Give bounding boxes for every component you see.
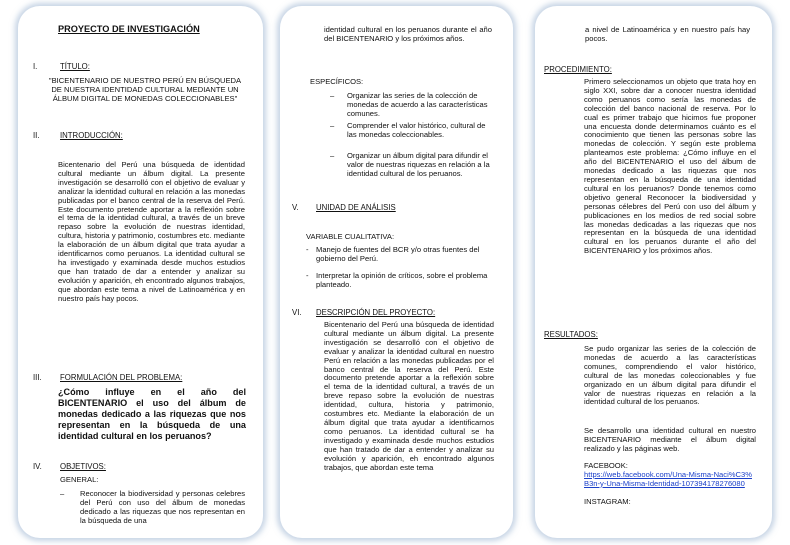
section-number: I. [33,62,38,71]
descripcion-text: Bicentenario del Perú una búsqueda de identidad cultural mediante un álbum digital. La presente investigación se desarrolló con el objetivo de evaluar y analizar la identidad cultural en nuestro Perú en relación a las monedas publicadas por el banco central de la reserva del Perú. Este documento pretende aportar a la reflexión sobre el tema de la identidad cultural, a través de un breve repaso sobre la evolución de nuestras identidad, cultura, historia y patrimonio, costumbres etc. Mediante la elaboración de un álbum digital que trata ayudar a identificarnos como peruanos. La identidad cultural se ha investigado y examinada desde muchos estudios que han tratado de dar a entender y analizar su evolución y aparición, eh encontrado algunos trabajos, que abordan este tema [324,320,494,472]
bullet-marker: - [306,245,309,254]
facebook-label: FACEBOOK: [584,461,628,470]
section-title-unidad: UNIDAD DE ANÁLISIS [316,203,396,212]
variable-item-text: Manejo de fuentes del BCR y/o otras fuentes del gobierno del Perú. [316,245,480,263]
document-title: PROYECTO DE INVESTIGACIÓN [58,24,200,34]
section-number: VI. [292,308,302,317]
especifico-text: Organizar un álbum digital para difundir el valor de nuestras riquezas en relación a la identidad cultural de los peruanos. [347,151,490,178]
section-number: III. [33,373,42,382]
especifico-text: Organizar las series de la colección de monedas de acuerdo a las características comunes. [347,91,488,118]
bullet-marker: - [306,271,309,280]
dash-marker: – [330,91,335,100]
section-number: IV. [33,462,42,471]
variable-label: VARIABLE CUALITATIVA: [306,232,395,241]
section-title-objetivos: OBJETIVOS: [60,462,106,471]
page-column-1 [18,6,263,538]
general-objective-text: Reconocer la biodiversidad y personas celebres del Perú con uso del álbum de monedas dedicado a las riquezas que nos representan en la búsqueda de una [80,489,245,525]
especifico-text: Comprender el valor histórico, cultural de las monedas coleccionables. [347,121,486,139]
titulo-text: "BICENTENARIO DE NUESTRO PERÚ EN BÚSQUEDA DE NUESTRA IDENTIDAD CULTURAL MEDIANTE UN ÁLBUM DIGITAL DE MONEDAS COLECCIONABLES" [48,76,242,103]
dash-marker: – [60,489,65,498]
problema-text: ¿Cómo influye en el año del BICENTENARIO el uso del álbum de monedas dedicado a las riquezas que nos representan en la búsqueda de una identidad cultural en los peruanos? [58,387,246,441]
objetivo-general-continuation: identidad cultural en los peruanos durante el año del BICENTENARIO y los próximos años. [324,25,492,43]
introduccion-text: Bicentenario del Perú una búsqueda de identidad cultural mediante un álbum digital. La presente investigación se desarrolló con el objetivo de evaluar y analizar la identidad cultural en relación a las monedas publicadas por el banco central de la reserva del Perú. Este documento pretende aportar a la reflexión sobre el tema de la identidad cultural, a través de un breve repaso sobre la evolución de nuestras identidad, cultura, historia y patrimonio, costumbres etc. mediante la elaboración de un álbum digital que trata ayudar a identificarnos como peruanos. La identidad cultural se ha investigado y examinada desde muchos estudios que han tratado de dar a entender y analizar su evolución y aparición, eh encontrado algunos trabajos, que abordan este tema a nivel de Latinoamérica y en nuestro país hay pocos. [58,160,245,303]
resultados-text: Se pudo organizar las series de la colección de monedas de acuerdo a las características comunes, comprendiendo el valor histórico, cultural de las monedas coleccionables y fue organizado en un álbum digital para difundir el valor de nuestras riquezas en relación a la identidad cultural de los peruanos. [584,344,756,407]
facebook-link[interactable]: https://web.facebook.com/Una-Misma-Naci%C3%B3n-y-Una-Misma-Identidad-107394178276080 [584,470,752,488]
procedimiento-text: Primero seleccionamos un objeto que trata hoy en siglo XXI, sobre dar a conocer nuestra identidad como peruanos como sería las monedas de colección del banco nacional de reserva. Por lo cual es primer trabajo que hicimos fue proponer una encuesta donde determinamos cuánto es el conocimiento que tienen las personas sobre las monedas de colección. Y según este problema planteamos este problema: ¿Cómo influye en el año del BICENTENARIO el uso del álbum de monedas dedicado a las riquezas que nos representan en la búsqueda de una identidad cultural en los peruanos? Donde tenemos como objetivo general Reconocer la biodiversidad y personas célebres del Perú con uso del álbum y publicaciones en los medios de red social sobre las monedas dedicadas a las riquezas que nos representan en la búsqueda de una identidad cultural en los peruanos durante el año del BICENTENARIO y los próximos años. [584,77,756,256]
section-title-procedimiento: PROCEDIMIENTO: [544,65,612,74]
dash-marker: – [330,151,335,160]
section-title-titulo: TÍTULO: [60,62,90,71]
section-title-resultados: RESULTADOS: [544,330,598,339]
especificos-label: ESPECÍFICOS: [310,77,364,86]
general-label: GENERAL: [60,475,99,484]
instagram-label: INSTAGRAM: [584,497,631,506]
section-number: II. [33,131,40,140]
page-column-3 [535,6,772,538]
section-number: V. [292,203,299,212]
section-title-formulacion: FORMULACIÓN DEL PROBLEMA: [60,373,183,382]
section-title-descripcion: DESCRIPCIÓN DEL PROYECTO: [316,308,436,317]
introduccion-continuation: a nivel de Latinoamérica y en nuestro país hay pocos. [585,25,750,43]
dash-marker: – [330,121,335,130]
page-column-2 [280,6,513,538]
resultados-text: Se desarrollo una identidad cultural en nuestro BICENTENARIO mediante el álbum digital realizado y las páginas web. [584,426,756,453]
section-title-introduccion: INTRODUCCIÓN: [60,131,123,140]
variable-item-text: Interpretar la opinión de críticos, sobre el problema planteado. [316,271,488,289]
